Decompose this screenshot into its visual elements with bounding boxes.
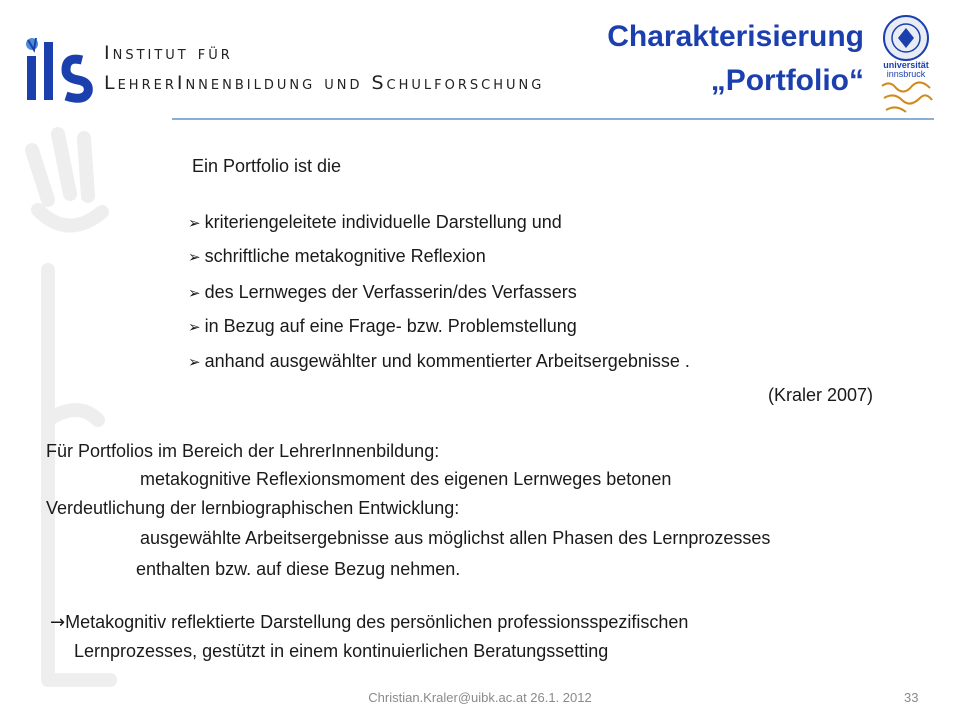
list-item: ➢ des Lernweges der Verfasserin/des Verfassers <box>188 282 577 302</box>
seal-text-line2: innsbruck <box>886 69 926 79</box>
arrow-right-icon: ➢ <box>188 214 201 232</box>
ils-logo-text: ILS <box>22 34 24 35</box>
institute-name-line2: LehrerInnenbildung und Schulforschung <box>104 72 545 94</box>
arrow-right-icon: ➢ <box>188 318 201 336</box>
seal-text-line1: universität <box>883 60 929 70</box>
slide-title-line1: Charakterisierung <box>607 20 864 53</box>
section2-heading: Verdeutlichung der lernbiographischen Entwicklung: <box>46 498 460 518</box>
ils-logo-icon <box>22 34 102 106</box>
list-item: ➢ anhand ausgewählter und kommentierter Arbeitsergebnisse . <box>188 351 690 371</box>
footer-text: Christian.Kraler@uibk.ac.at 26.1. 2012 <box>368 690 592 705</box>
section2-text-line2: enthalten bzw. auf diese Bezug nehmen. <box>136 559 461 579</box>
arrow-right-icon: ➢ <box>188 248 201 266</box>
intro-text: Ein Portfolio ist die <box>192 156 342 176</box>
header-divider <box>172 118 934 120</box>
list-item: ➢ schriftliche metakognitive Reflexion <box>188 246 486 266</box>
arrow-right-icon: ➢ <box>188 284 201 302</box>
conclusion-arrow-icon: → <box>50 612 66 633</box>
arrow-right-icon: ➢ <box>188 353 201 371</box>
conclusion-line2: Lernprozesses, gestützt in einem kontinuierlichen Beratungssetting <box>74 641 609 661</box>
citation: (Kraler 2007) <box>768 385 874 405</box>
university-seal-icon <box>878 14 934 116</box>
section2-text-line1: ausgewählte Arbeitsergebnisse aus möglichst allen Phasen des Lernprozesses <box>140 528 771 548</box>
slide-title-line2: „Portfolio“ <box>710 64 864 97</box>
section1-heading: Für Portfolios im Bereich der LehrerInnenbildung: <box>46 441 440 461</box>
list-item: ➢ in Bezug auf eine Frage- bzw. Problemstellung <box>188 316 577 336</box>
section1-text: metakognitive Reflexionsmoment des eigenen Lernweges betonen <box>140 469 672 489</box>
conclusion-line1: →Metakognitiv reflektierte Darstellung des persönlichen professionsspezifischen <box>50 612 689 633</box>
list-item: ➢ kriteriengeleitete individuelle Darstellung und <box>188 212 562 232</box>
page-number: 33 <box>904 690 919 705</box>
institute-name-line1: Institut für <box>104 42 233 64</box>
